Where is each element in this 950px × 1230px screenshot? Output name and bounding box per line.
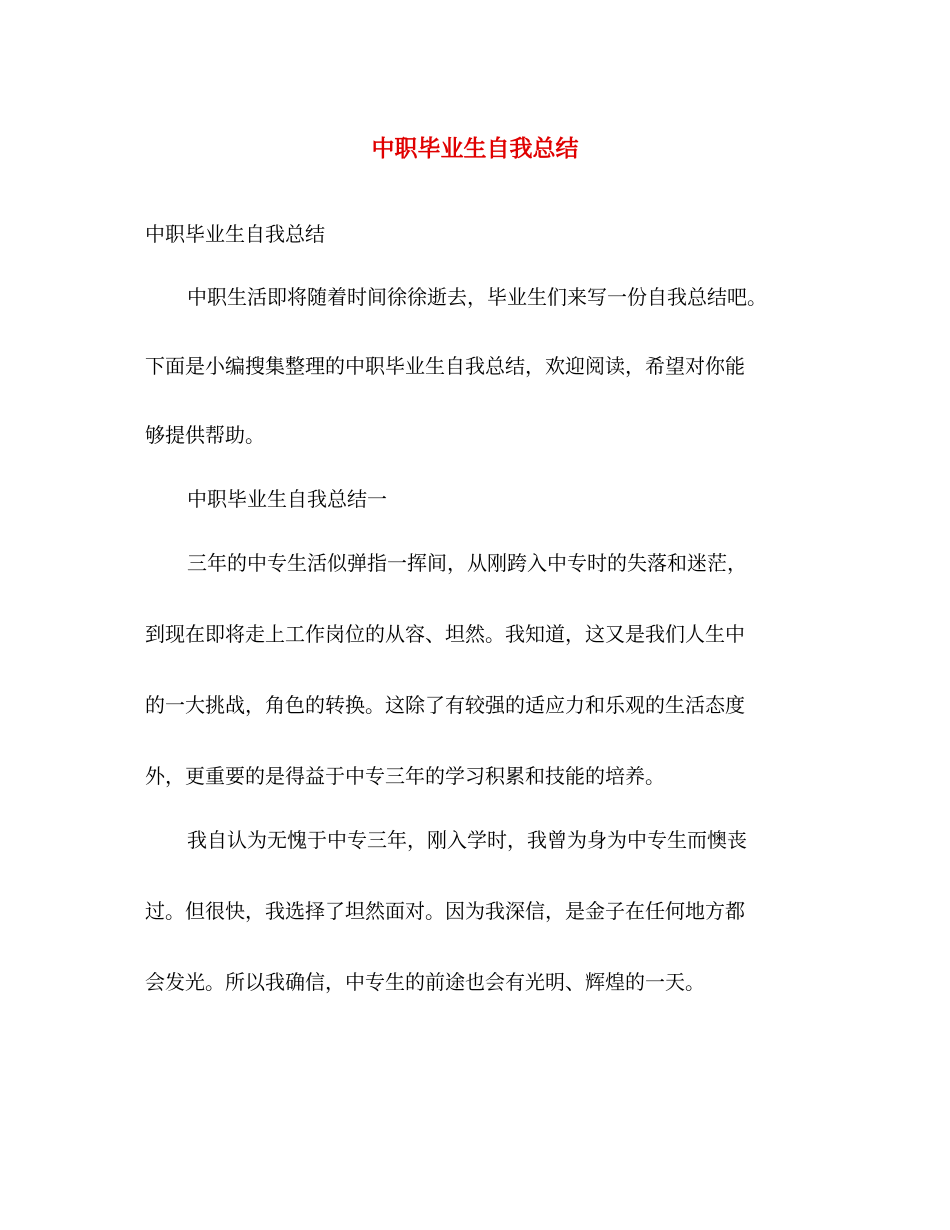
document-title: 中职毕业生自我总结: [371, 135, 579, 162]
paragraph-1-line-4: 外，更重要的是得益于中专三年的学习积累和技能的培养。: [145, 764, 665, 788]
paragraph-1-line-3: 的一大挑战，角色的转换。这除了有较强的适应力和乐观的生活态度: [145, 693, 745, 717]
paragraph-1-line-1: 三年的中专生活似弹指一挥间，从刚跨入中专时的失落和迷茫，: [187, 551, 747, 575]
intro-line-2: 下面是小编搜集整理的中职毕业生自我总结，欢迎阅读，希望对你能: [145, 354, 745, 378]
intro-line-1: 中职生活即将随着时间徐徐逝去，毕业生们来写一份自我总结吧。: [187, 285, 767, 309]
paragraph-2-line-2: 过。但很快，我选择了坦然面对。因为我深信，是金子在任何地方都: [145, 899, 745, 923]
paragraph-2-line-3: 会发光。所以我确信，中专生的前途也会有光明、辉煌的一天。: [145, 970, 705, 994]
section-heading: 中职毕业生自我总结一: [187, 487, 387, 511]
subtitle: 中职毕业生自我总结: [145, 222, 325, 246]
paragraph-2-line-1: 我自认为无愧于中专三年，刚入学时，我曾为身为中专生而懊丧: [187, 828, 747, 852]
paragraph-1-line-2: 到现在即将走上工作岗位的从容、坦然。我知道，这又是我们人生中: [145, 622, 745, 646]
intro-line-3: 够提供帮助。: [145, 423, 265, 447]
